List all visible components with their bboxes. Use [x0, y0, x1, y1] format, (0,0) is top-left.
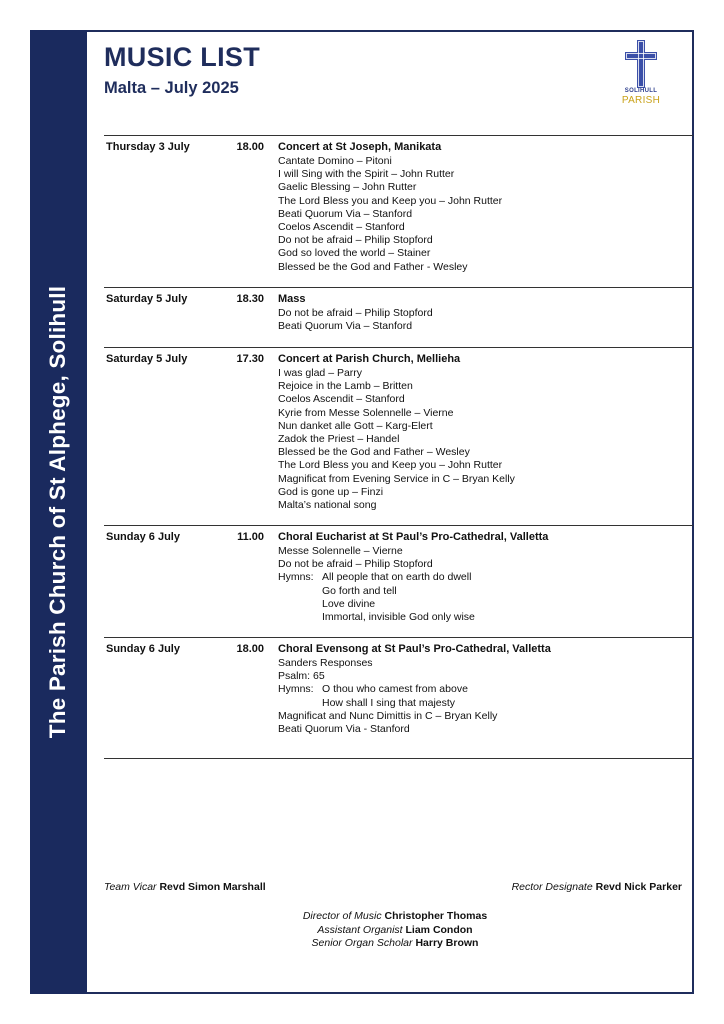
event-day: Thursday 3 July	[106, 141, 190, 153]
music-item: God so loved the world – Stainer	[278, 247, 431, 260]
credit-name: Liam Condon	[405, 923, 473, 936]
music-item: Beati Quorum Via – Stanford	[278, 207, 413, 220]
music-item: Beati Quorum Via - Stanford	[278, 722, 410, 735]
music-item: Rejoice in the Lamb – Britten	[278, 380, 413, 393]
event-time: 18.00	[236, 141, 264, 153]
credit-name: Harry Brown	[415, 937, 479, 949]
credit-role: Rector Designate	[511, 881, 593, 893]
scholar-credit	[200, 937, 590, 951]
hymn-item: Go forth and tell	[322, 584, 397, 597]
music-item: The Lord Bless you and Keep you – John Rutter	[278, 194, 503, 207]
music-list	[278, 657, 497, 736]
music-item: Sanders Responses	[278, 657, 373, 669]
hymns-label: Hymns:	[278, 683, 314, 696]
cross-icon	[625, 40, 657, 88]
music-item: Cantate Domino – Pitoni	[278, 155, 392, 167]
divider	[104, 525, 693, 526]
music-item: Do not be afraid – Philip Stopford	[278, 558, 433, 571]
divider	[104, 758, 693, 759]
event-day: Saturday 5 July	[106, 293, 188, 305]
music-staff-credits	[200, 910, 590, 951]
music-item: Zadok the Priest – Handel	[278, 432, 400, 445]
music-list	[278, 367, 515, 512]
event-title: Choral Evensong at St Paul’s Pro-Cathedral, Valletta	[278, 643, 551, 655]
music-item: Blessed be the God and Father - Wesley	[278, 260, 468, 273]
divider	[104, 287, 693, 288]
credit-name: Revd Simon Marshall	[159, 881, 266, 893]
music-item: The Lord Bless you and Keep you – John Rutter	[278, 459, 503, 472]
hymns-label: Hymns:	[278, 571, 314, 584]
parish-logo	[612, 40, 670, 110]
music-item: Do not be afraid – Philip Stopford	[278, 307, 433, 319]
logo-top-text: SOLIHULL	[624, 88, 658, 94]
music-item: Malta’s national song	[278, 498, 377, 511]
music-item: Beati Quorum Via – Stanford	[278, 320, 413, 333]
rector-credit	[512, 881, 682, 893]
music-item: Blessed be the God and Father – Wesley	[278, 446, 470, 459]
music-item: I was glad – Parry	[278, 367, 363, 379]
team-vicar-credit	[104, 881, 266, 893]
hymn-item: Love divine	[322, 597, 376, 610]
director-credit	[200, 910, 590, 924]
divider	[104, 135, 693, 136]
credit-role: Assistant Organist	[317, 923, 403, 936]
event-time: 18.30	[236, 293, 264, 305]
event-title: Concert at St Joseph, Manikata	[278, 141, 442, 153]
event-time: 17.30	[236, 353, 264, 365]
church-name: The Parish Church of St Alphege, Solihull	[45, 285, 70, 739]
credit-role: Team Vicar	[104, 881, 157, 893]
event-day: Sunday 6 July	[106, 643, 180, 655]
organist-credit	[200, 924, 590, 938]
credit-role: Senior Organ Scholar	[311, 937, 413, 949]
event-time: 18.00	[236, 643, 264, 655]
event-time: 11.00	[237, 531, 264, 543]
divider	[104, 347, 693, 348]
music-item: Psalm: 65	[278, 670, 325, 683]
music-item: Magnificat from Evening Service in C – Bryan Kelly	[278, 472, 515, 485]
music-item: Coelos Ascendit – Stanford	[278, 220, 405, 233]
event-title: Concert at Parish Church, Mellieha	[278, 353, 461, 365]
music-item: God is gone up – Finzi	[278, 485, 384, 498]
hymn-item	[278, 571, 475, 584]
music-item: Nun danket alle Gott – Karg-Elert	[278, 419, 433, 432]
hymn-item: Immortal, invisible God only wise	[322, 610, 475, 623]
page-subtitle: Malta – July 2025	[104, 79, 239, 97]
divider	[104, 637, 693, 638]
music-item: Do not be afraid – Philip Stopford	[278, 234, 433, 247]
hymn-item	[278, 683, 497, 696]
music-item: Coelos Ascendit – Stanford	[278, 393, 405, 406]
event-title: Choral Eucharist at St Paul’s Pro-Cathedral, Valletta	[278, 531, 549, 543]
event-title: Mass	[278, 293, 306, 305]
music-list	[278, 155, 502, 274]
music-list	[278, 545, 475, 624]
music-item: Kyrie from Messe Solennelle – Vierne	[278, 406, 454, 419]
event-day: Saturday 5 July	[106, 353, 188, 365]
logo-bottom-text: PARISH	[621, 95, 661, 106]
music-item: I will Sing with the Spirit – John Rutter	[278, 168, 455, 181]
music-item: Gaelic Blessing – John Rutter	[278, 181, 417, 194]
music-list	[278, 307, 433, 333]
music-item: Magnificat and Nunc Dimittis in C – Bryan Kelly	[278, 709, 498, 722]
page-title: MUSIC LIST	[104, 42, 260, 72]
music-item: Messe Solennelle – Vierne	[278, 545, 403, 557]
credit-name: Revd Nick Parker	[595, 881, 682, 893]
hymn-item: How shall I sing that majesty	[322, 696, 456, 709]
hymn-title: O thou who camest from above	[322, 683, 468, 696]
credit-name: Christopher Thomas	[384, 910, 488, 922]
event-day: Sunday 6 July	[106, 531, 180, 543]
credit-role: Director of Music	[302, 910, 382, 922]
hymn-title: All people that on earth do dwell	[322, 571, 472, 584]
